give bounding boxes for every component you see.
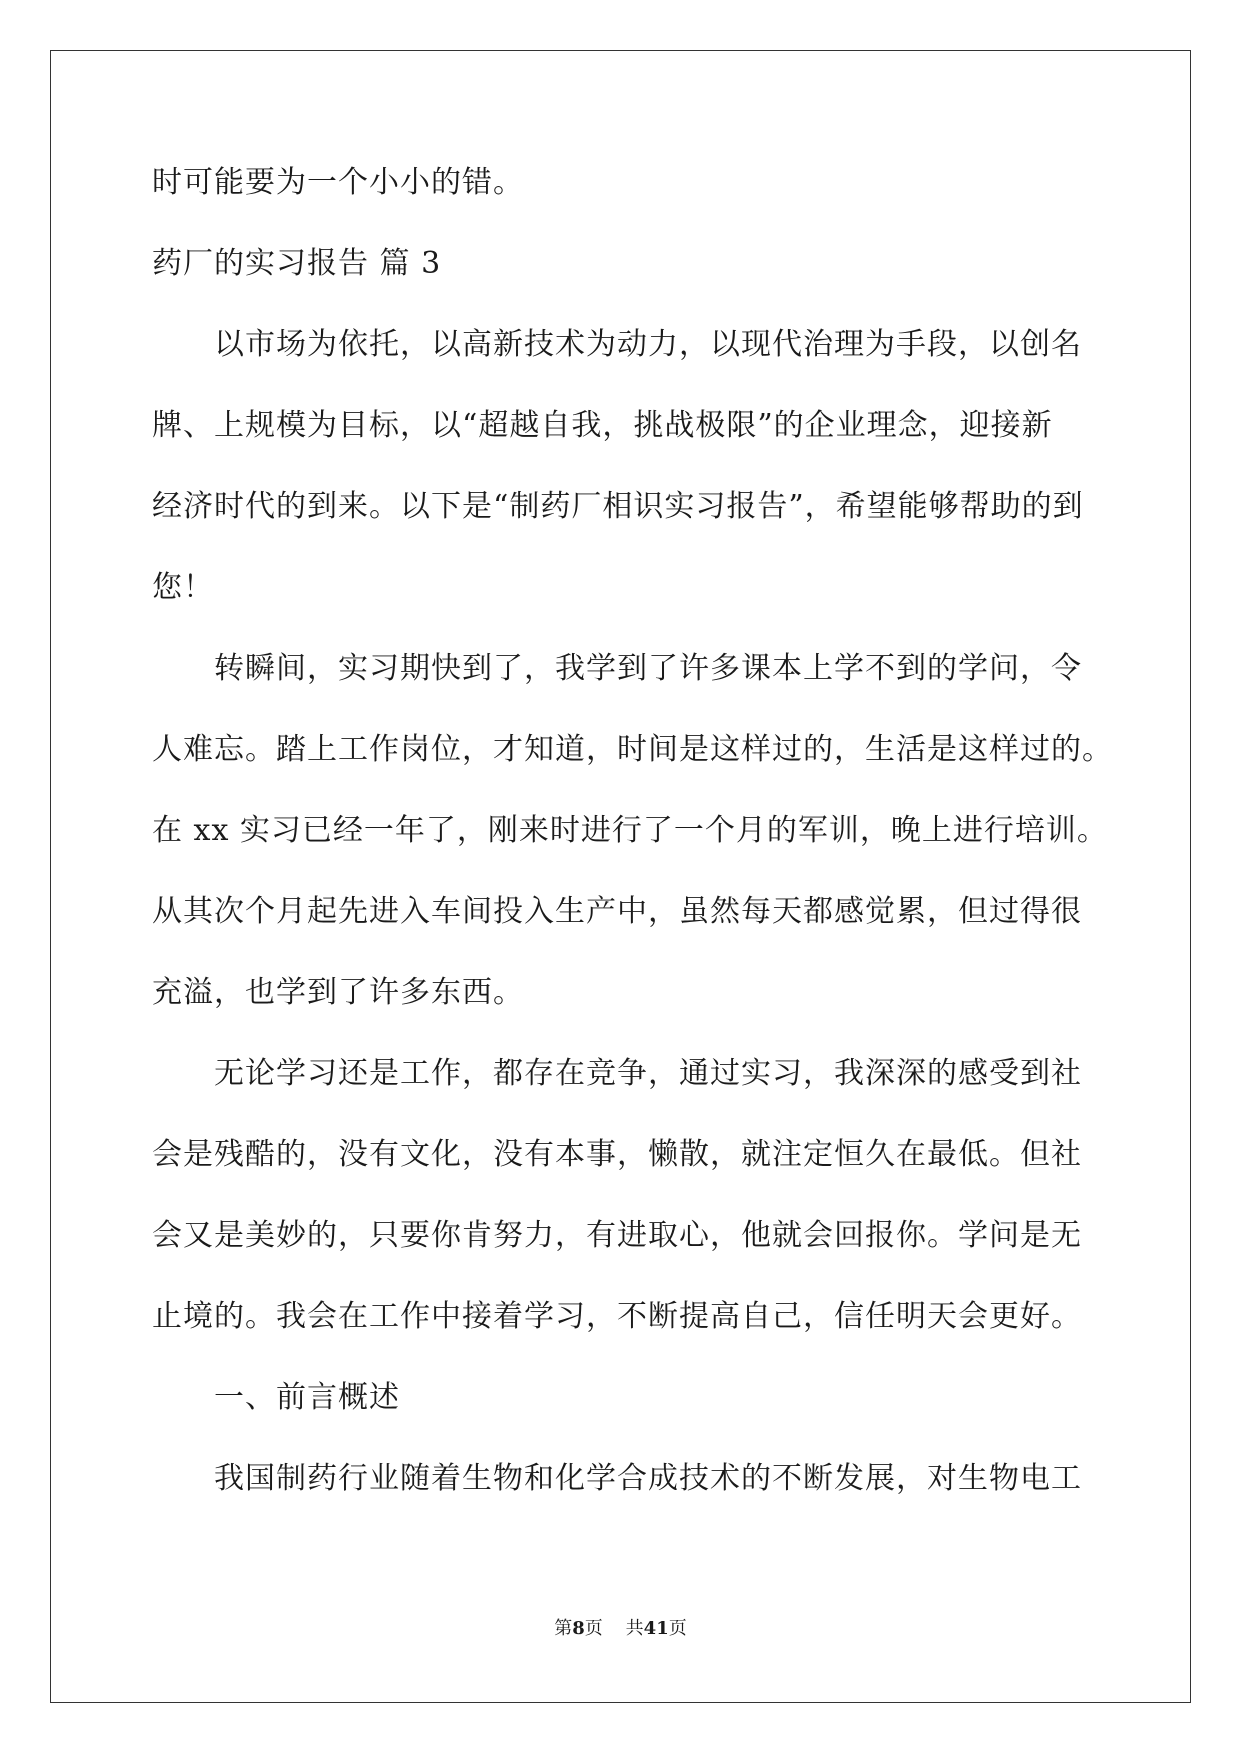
text-line: 无论学习还是工作，都存在竞争，通过实习，我深深的感受到社 xyxy=(214,1056,1082,1091)
text-line: 经济时代的到来。以下是“制药厂相识实习报告”，希望能够帮助的到 xyxy=(152,489,1084,524)
text-line: 药厂的实习报告 篇 3 xyxy=(152,246,442,281)
text-line: 一、前言概述 xyxy=(214,1380,400,1415)
footer-page-suffix: 页 xyxy=(584,1618,603,1639)
text-line: 以市场为依托，以高新技术为动力，以现代治理为手段，以创名 xyxy=(214,327,1082,362)
text-line: 在 xx 实习已经一年了，刚来时进行了一个月的军训，晚上进行培训。 xyxy=(152,813,1108,848)
text-line: 牌、上规模为目标，以“超越自我，挑战极限”的企业理念，迎接新 xyxy=(152,408,1053,443)
text-line: 会是残酷的，没有文化，没有本事，懒散，就注定恒久在最低。但社 xyxy=(152,1137,1082,1172)
text-line: 从其次个月起先进入车间投入生产中，虽然每天都感觉累，但过得很 xyxy=(152,894,1082,929)
footer-total-suffix: 页 xyxy=(668,1618,687,1639)
footer-total-pages: 41 xyxy=(643,1618,669,1639)
text-line: 止境的。我会在工作中接着学习，不断提高自己，信任明天会更好。 xyxy=(152,1299,1082,1334)
text-line: 转瞬间，实习期快到了，我学到了许多课本上学不到的学问，令 xyxy=(214,651,1082,686)
document-body xyxy=(152,165,1113,1545)
text-line: 时可能要为一个小小的错。 xyxy=(152,165,524,200)
text-line: 我国制药行业随着生物和化学合成技术的不断发展，对生物电工 xyxy=(214,1461,1082,1496)
page-footer xyxy=(0,1614,1241,1640)
footer-total-prefix: 共 xyxy=(625,1618,644,1639)
text-line: 您！ xyxy=(152,570,214,605)
footer-page-number: 8 xyxy=(572,1618,585,1639)
text-line: 人难忘。踏上工作岗位，才知道，时间是这样过的，生活是这样过的。 xyxy=(152,732,1113,767)
text-line: 充溢，也学到了许多东西。 xyxy=(152,975,524,1010)
footer-page-prefix: 第 xyxy=(554,1618,573,1639)
text-line: 会又是美妙的，只要你肯努力，有进取心，他就会回报你。学问是无 xyxy=(152,1218,1082,1253)
